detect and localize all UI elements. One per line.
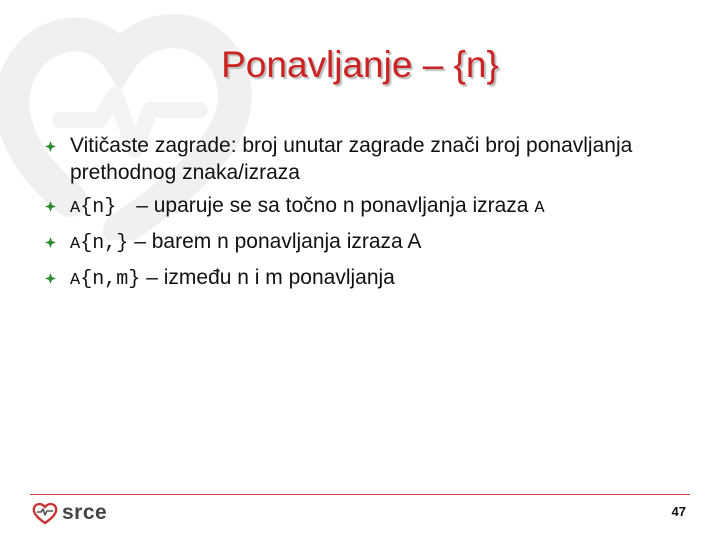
footer-logo: [32, 500, 107, 526]
code-token: A: [70, 271, 81, 290]
code-token: A: [70, 235, 81, 254]
bullet-description: – uparuje se sa točno n ponavljanja izraza: [136, 194, 529, 217]
slide-title: Ponavljanje – {n}: [221, 44, 499, 85]
bullet-item: [44, 264, 694, 294]
heart-logo-icon: [32, 500, 58, 526]
diamond-bullet-icon: [44, 272, 57, 285]
code-quantifier: {n,m}: [80, 268, 141, 291]
diamond-bullet-icon: [44, 200, 57, 213]
code-quantifier: {n}: [80, 196, 117, 219]
code-quantifier: {n,}: [80, 232, 129, 255]
bullet-item: [44, 192, 694, 222]
bullet-item: [44, 228, 694, 258]
page-number: 47: [671, 504, 686, 519]
bullet-item: [44, 132, 694, 186]
logo-text: srce: [62, 501, 108, 524]
footer-divider: [30, 494, 690, 495]
bullet-description: – između n i m ponavljanja: [146, 266, 395, 289]
diamond-bullet-icon: [44, 236, 57, 249]
bullet-list: [44, 132, 694, 300]
bullet-text: Vitičaste zagrade: broj unutar zagrade znači broj ponavljanja prethodnog znaka/izraza: [70, 134, 633, 184]
bullet-description: – barem n ponavljanja izraza A: [134, 230, 422, 253]
code-token: A: [70, 199, 81, 218]
code-token: A: [534, 199, 545, 218]
diamond-bullet-icon: [44, 140, 57, 153]
